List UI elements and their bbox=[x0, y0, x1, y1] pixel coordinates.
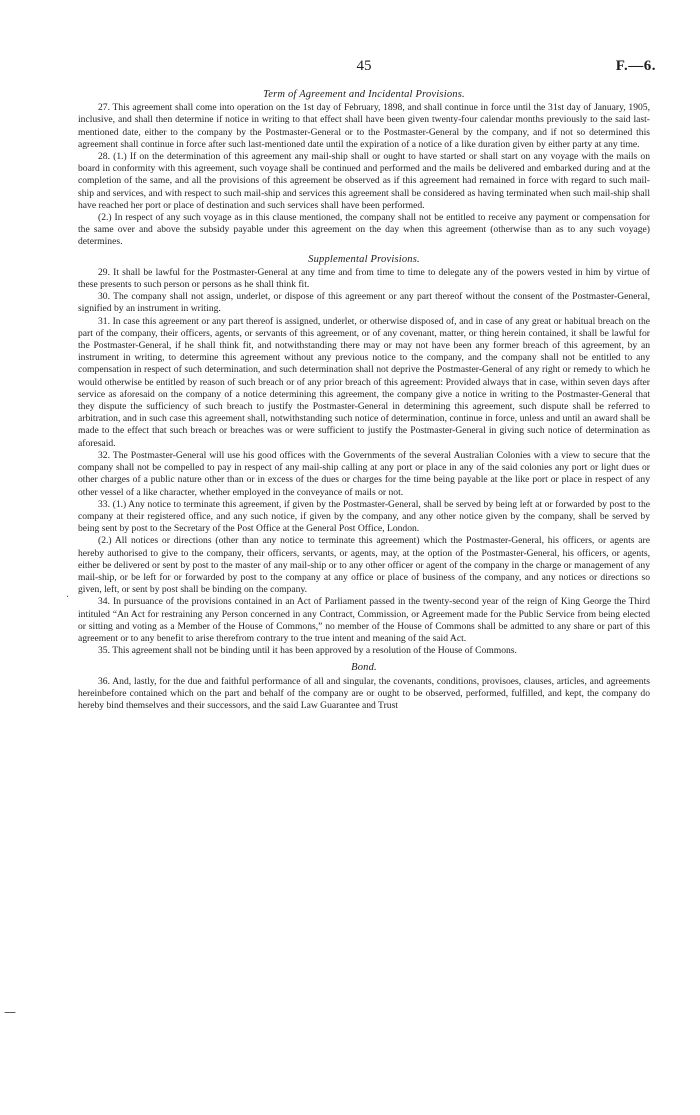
paragraph-30: 30. The company shall not assign, underlet, or dispose of this agreement or any part thereof without the consent of the Postmaster-General, signified by an instrument in writing. bbox=[78, 291, 650, 315]
margin-dot-mark: . bbox=[66, 589, 70, 600]
section-heading-supplemental: Supplemental Provisions. bbox=[308, 253, 420, 265]
document-page bbox=[78, 58, 656, 712]
section-heading-term: Term of Agreement and Incidental Provisions. bbox=[263, 89, 465, 100]
paragraph-33-2: (2.) All notices or directions (other than any notice to terminate this agreement) which the Postmaster-General, his officers, or agents are hereby authorised to give to the company, their officers, servants, or agents, may, at the option of the Postmaster-General, his officers, or agents, either be delivered or sent by post to the master of any mail-ship or to any other officer or agent of the company in the charge or management of any mail-ship, or be left for or forwarded by post to the company at any office or place of business of the company, and any notices or directions so given, left, or sent by post shall be binding on the company. bbox=[78, 535, 650, 596]
section-heading-bond: Bond. bbox=[351, 662, 377, 674]
margin-dash-mark: — bbox=[4, 1005, 16, 1019]
paragraph-28-1: 28. (1.) If on the determination of this agreement any mail-ship shall or ought to have started or shall start on any voyage with the mails on board in conformity with this agreement, such voyage shall be continued and performed and the mails be delivered and embarked during and at the completion of the same, and all the provisions of this agreement be observed as if this agreement had remained in force with regard to such mail-ship and services, and with respect to such mail-ship and services this agreement shall be considered as having terminated when such mail-ship shall have reached her port or place of destination and such services shall have been performed. bbox=[78, 151, 650, 211]
page-number: 45 bbox=[356, 58, 372, 74]
paragraph-33-1: 33. (1.) Any notice to terminate this agreement, if given by the Postmaster-General, shall be served by being left at or forwarded by post to the company at their registered office, and any such notice, if given by the company, and any other notice given by the company, shall be served by being sent by post to the Secretary of the Post Office at the General Post Office, London. bbox=[78, 498, 650, 535]
paragraph-32: 32. The Postmaster-General will use his good offices with the Governments of the several Australian Colonies with a view to secure that the company shall not be compelled to pay in respect of any mail-ship calling at any port or place in any of the said colonies any port or light dues or other charges of a public nature other than or in excess of the dues or charges for the time being payable at the like port or place in respect of any other vessel of a like character, whether employed in the conveyance of mails or not. bbox=[78, 449, 650, 498]
paragraph-29: 29. It shall be lawful for the Postmaster-General at any time and from time to time to delegate any of the powers vested in him by virtue of these presents to such person or persons as he shall think fit. bbox=[78, 266, 650, 291]
document-reference: F.—6. bbox=[615, 58, 656, 74]
paragraph-36: 36. And, lastly, for the due and faithful performance of all and singular, the covenants, conditions, provisoes, clauses, articles, and agreements hereinbefore contained which on the part and behalf of the company are or ought to be observed, performed, fulfilled, and kept, the company do hereby bind themselves and their successors, and the said Law Guarantee and Trust bbox=[78, 675, 650, 711]
paragraph-27: 27. This agreement shall come into operation on the 1st day of February, 1898, and shall continue in force until the 31st day of January, 1905, inclusive, and shall then determine if notice in writing to that effect shall have been given twenty-four calendar months previously to the said last-mentioned date, either to the company by the Postmaster-General or to the Postmaster-General by the company, and if not so determined this agreement shall continue in force after such last-mentioned date until the expiration of a notice of a like duration given by either party at any time. bbox=[78, 102, 650, 150]
paragraph-28-2: (2.) In respect of any such voyage as in this clause mentioned, the company shall not be entitled to receive any payment or compensation for the same over and above the subsidy payable under this agreement on the day when this agreement (otherwise than as to any such voyage) determines. bbox=[78, 212, 650, 248]
paragraph-35: 35. This agreement shall not be binding until it has been approved by a resolution of the House of Commons. bbox=[98, 645, 517, 657]
paragraph-31: 31. In case this agreement or any part thereof is assigned, underlet, or otherwise disposed of, and in case of any great or habitual breach on the part of the company, their officers, agents, or servants of this agreement, or of any covenant, matter, or thing herein contained, it shall be lawful for the Postmaster-General, if he shall think fit, and notwithstanding there may or may not have been any former breach of this agreement, by an instrument in writing, to determine this agreement without any previous notice to the company, and the company shall not be entitled to any compensation in respect of such determination, and such determination shall not deprive the Postmaster-General of any right or remedy to which he would otherwise be entitled by reason of such breach or of any prior breach of this agreement: Provided always that in case, within seven days after service as aforesaid on the company of a notice determining this agreement, the company give a notice in writing to the Postmaster-General that they dispute the sufficiency of such breach to justify the Postmaster-General in determining this agreement, such dispute shall be referred to arbitration, and in such case this agreement shall, notwithstanding such notice of determination, continue in force, unless and until an award shall be made to the effect that such breach or breaches was or were sufficient to justify the Postmaster-General in giving such notice of determination as aforesaid. bbox=[78, 315, 650, 449]
paragraph-34: 34. In pursuance of the provisions contained in an Act of Parliament passed in the twenty-second year of the reign of King George the Third intituled “An Act for restraining any Person concerned in any Contract, Commission, or Agreement made for the Public Service from being elected or sitting and voting as a Member of the House of Commons,” no member of the House of Commons shall be admitted to any share or part of this agreement or to any benefit to arise therefrom contrary to the true intent and meaning of the said Act. bbox=[78, 596, 650, 644]
page-header bbox=[78, 58, 656, 80]
